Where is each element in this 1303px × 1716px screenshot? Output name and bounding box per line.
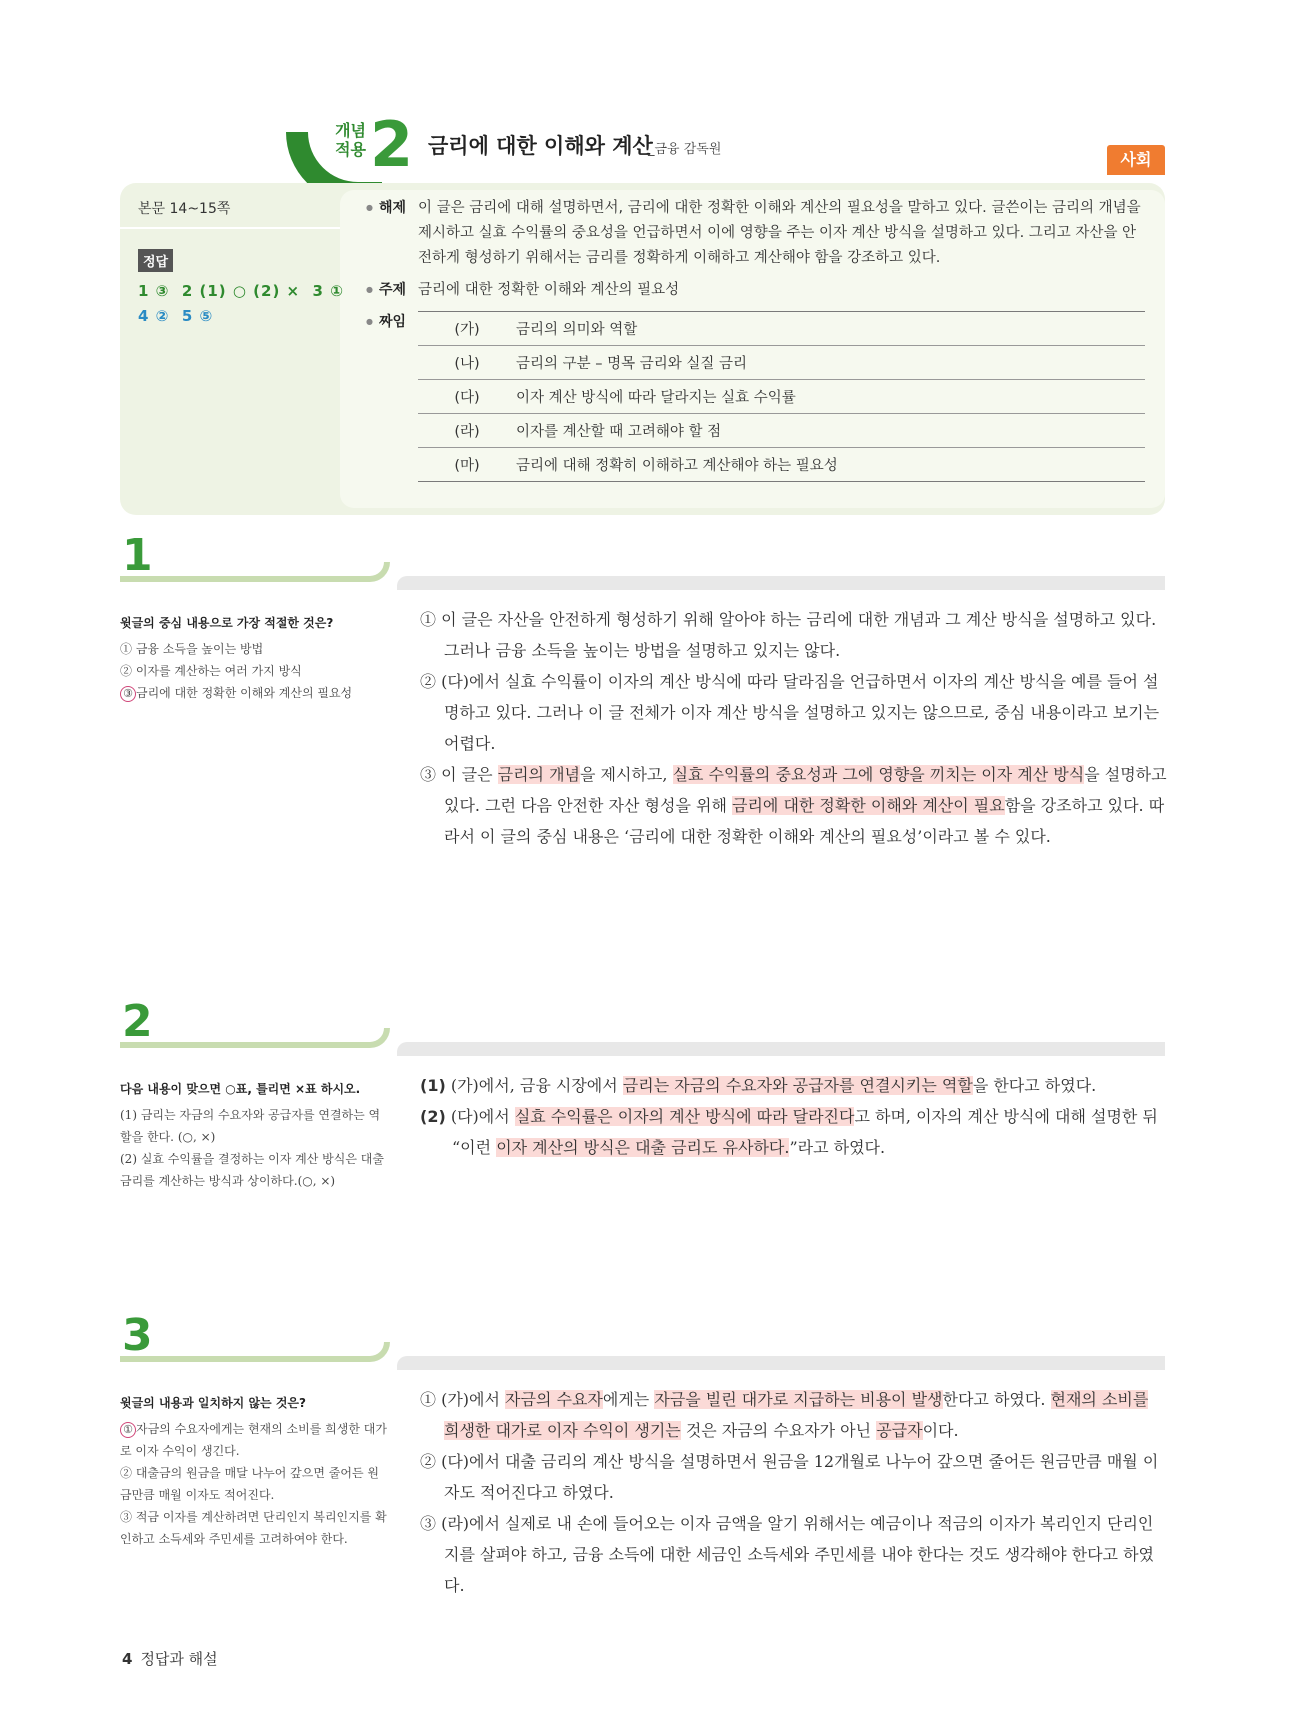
question-3-options (120, 1418, 390, 1550)
highlight: 공급자 (876, 1421, 923, 1440)
structure-table (418, 311, 1145, 482)
subject-tag: 사회 (1107, 145, 1165, 175)
highlight: 금리는 자금의 수요자와 공급자를 연결시키는 역할 (622, 1076, 973, 1095)
q1-expl-2: ② (다)에서 실효 수익률이 이자의 계산 방식에 따라 달라짐을 언급하면서 이자의 계산 방식을 예를 들어 설명하고 있다. 그러나 이 글 전체가 이자 계산 방식을 설명하고 있지는 않으므로, 중심 내용이라고 보기는 어렵다. (420, 672, 1160, 753)
answer-line-2 (138, 307, 213, 325)
q2-option-2-answer: (○, ×) (297, 1174, 336, 1188)
structure-key: (라) (454, 424, 480, 440)
structure-value: 금리의 의미와 역할 (516, 322, 638, 338)
text-span: (가)에서, 금융 시장에서 (450, 1076, 623, 1095)
page-number: 4 (122, 1650, 133, 1668)
structure-key: (가) (454, 322, 480, 338)
q2-option-2 (120, 1148, 390, 1192)
question-1-explanation (420, 604, 1168, 852)
structure-key: (나) (454, 356, 480, 372)
q3-expl-2: ② (다)에서 대출 금리의 계산 방식을 설명하면서 원금을 12개월로 나누어 갚으면 줄어든 원금만큼 매월 이자도 적어진다고 하였다. (420, 1452, 1159, 1502)
highlight: 자금을 빌린 대가로 지급하는 비용이 발생 (654, 1390, 943, 1409)
structure-value: 금리의 구분 – 명목 금리와 실질 금리 (516, 356, 748, 372)
text-span: 을 설명하고 있다. 그런 다음 안전한 자산 형성을 위해 (444, 765, 1167, 815)
page-reference: 본문 14~15쪽 (138, 201, 231, 217)
answer-2: 2 (1) ○ (2) × (181, 282, 301, 300)
text-span: (다)에서 (450, 1107, 515, 1126)
highlight: 실효 수익률의 중요성과 그에 영향을 끼치는 이자 계산 방식 (672, 765, 1085, 784)
question-3-bar (120, 1342, 390, 1362)
page-title: 금리에 대한 이해와 계산 (428, 134, 653, 158)
concept-number: 2 (370, 108, 414, 181)
question-1-number: 1 (122, 530, 153, 581)
question-1-grey-bar (397, 576, 1165, 590)
highlight: 현재의 소비를 희생한 대가로 이자 수익이 생기는 (444, 1390, 1149, 1440)
q2-option-1 (120, 1104, 390, 1148)
q3-option-1-text: 자금의 수요자에게는 현재의 소비를 희생한 대가로 이자 수익이 생긴다. (120, 1422, 387, 1458)
q3-option-2: ② 대출금의 원금을 매달 나누어 갚으면 줄어든 원금만큼 매월 이자도 적어진다. (120, 1466, 379, 1502)
footer-label: 정답과 해설 (140, 1650, 218, 1668)
answer-1: 1 ③ (138, 282, 170, 300)
question-3-stem: 윗글의 내용과 일치하지 않는 것은? (120, 1396, 306, 1410)
paim-label: ● 짜임 (366, 311, 406, 331)
answer-4: 4 ② (138, 307, 170, 325)
question-1-options (120, 638, 390, 704)
q3-option-1 (120, 1418, 390, 1462)
highlight: 이자 계산의 방식은 대출 금리도 유사하다. (496, 1138, 790, 1157)
question-1-bar (120, 562, 390, 582)
page-footer (122, 1648, 218, 1669)
q2-option-1-text: (1) 금리는 자금의 수요자와 공급자를 연결하는 역할을 한다. (120, 1108, 381, 1144)
item-number: (1) (420, 1076, 446, 1095)
q3-expl-1 (420, 1384, 1168, 1446)
question-2-options (120, 1104, 390, 1192)
q2-expl-1 (420, 1070, 1168, 1101)
text-span: ③ 이 글은 (420, 765, 498, 784)
structure-row (418, 448, 1145, 482)
question-2-number: 2 (122, 996, 153, 1047)
question-3-number: 3 (122, 1310, 153, 1361)
structure-row (418, 414, 1145, 448)
question-2-grey-bar (397, 1042, 1165, 1056)
q1-option-1: ① 금융 소득을 높이는 방법 (120, 642, 264, 656)
question-3-explanation (420, 1384, 1168, 1601)
question-2-explanation (420, 1070, 1168, 1163)
q1-option-3-text: 금리에 대한 정확한 이해와 계산의 필요성 (136, 686, 353, 700)
highlight: 자금의 수요자 (505, 1390, 603, 1409)
question-1-stem: 윗글의 중심 내용으로 가장 적절한 것은? (120, 616, 334, 630)
q3-option-3: ③ 적금 이자를 계산하려면 단리인지 복리인지를 확인하고 소득세와 주민세를 고려하여야 한다. (120, 1510, 387, 1546)
question-3-grey-bar (397, 1356, 1165, 1370)
answer-circle-mark: ① (120, 1422, 136, 1438)
q1-expl-3 (420, 759, 1168, 852)
item-number: (2) (420, 1107, 446, 1126)
structure-row (418, 312, 1145, 346)
structure-value: 금리에 대해 정확히 이해하고 계산해야 하는 필요성 (516, 458, 838, 474)
text-span: 함을 강조하고 있다. 따라서 이 글의 중심 내용은 ‘금리에 대한 정확한 이해와 계산의 필요성’이라고 볼 수 있다. (444, 796, 1165, 846)
text-span: 것은 자금의 수요자가 아닌 (680, 1421, 877, 1440)
q1-expl-1: ① 이 글은 자산을 안전하게 형성하기 위해 알아야 하는 금리에 대한 개념과 그 계산 방식을 설명하고 있다. 그러나 금융 소득을 높이는 방법을 설명하고 있지는 않다. (420, 610, 1157, 660)
answer-5: 5 ⑤ (181, 307, 214, 325)
question-2-bar (120, 1028, 390, 1048)
structure-row (418, 380, 1145, 414)
structure-value: 이자 계산 방식에 따라 달라지는 실효 수익률 (516, 390, 796, 406)
q1-option-2: ② 이자를 계산하는 여러 가지 방식 (120, 664, 302, 678)
answer-tag: 정답 (138, 249, 173, 272)
text-span: 한다고 하였다. (942, 1390, 1051, 1409)
q1-option-3 (120, 682, 390, 704)
highlight: 금리에 대한 정확한 이해와 계산이 필요 (731, 796, 1005, 815)
concept-label: 개념 적용 (335, 121, 366, 159)
answer-line-1 (138, 282, 344, 300)
answer-3: 3 ① (312, 282, 344, 300)
text-span: 이다. (922, 1421, 959, 1440)
juje-label: ● 주제 (366, 279, 406, 299)
highlight: 금리의 개념 (497, 765, 581, 784)
text-span: 을 한다고 하였다. (972, 1076, 1097, 1095)
q2-expl-2 (420, 1101, 1168, 1163)
q3-expl-3: ③ (라)에서 실제로 내 손에 들어오는 이자 금액을 알기 위해서는 예금이나 적금의 이자가 복리인지 단리인지를 살펴야 하고, 금융 소득에 대한 세금인 소득세와 주민세를 내야 한다는 것도 생각해야 한다고 하였다. (420, 1514, 1154, 1595)
haeje-label: ● 해제 (366, 197, 406, 217)
highlight: 실효 수익률은 이자의 계산 방식에 따라 달라진다 (514, 1107, 855, 1126)
structure-key: (다) (454, 390, 480, 406)
text-span: 을 제시하고, (580, 765, 673, 784)
structure-value: 이자를 계산할 때 고려해야 할 점 (516, 424, 722, 440)
page-source: _금융 감독원 (648, 142, 722, 157)
text-span: ”라고 하였다. (789, 1138, 886, 1157)
juje-text: 금리에 대한 정확한 이해와 계산의 필요성 (418, 282, 680, 298)
q2-option-2-text: (2) 실효 수익률을 결정하는 이자 계산 방식은 대출 금리를 계산하는 방식과 상이하다. (120, 1152, 384, 1188)
text-span: ① (가)에서 (420, 1390, 506, 1409)
structure-row (418, 346, 1145, 380)
answer-circle-mark: ③ (120, 686, 136, 702)
q2-option-1-answer: (○, ×) (177, 1130, 216, 1144)
structure-key: (마) (454, 458, 480, 474)
text-span: 에게는 (602, 1390, 655, 1409)
sidebar-divider (120, 227, 340, 229)
question-2-stem: 다음 내용이 맞으면 ○표, 틀리면 ×표 하시오. (120, 1082, 361, 1096)
haeje-text: 이 글은 금리에 대해 설명하면서, 금리에 대한 정확한 이해와 계산의 필요성을 말하고 있다. 글쓴이는 금리의 개념을 제시하고 실효 수익률의 중요성을 언급하면서 이에 영향을 주는 이자 계산 방식을 설명하고 있다. 그리고 자산을 안전하게 형성하기 위해서는 금리를 정확하게 이해하고 계산해야 함을 강조하고 있다. (418, 200, 1141, 266)
text-span: 고 하며, 이자의 계산 방식에 대해 설명한 뒤 “이런 (452, 1107, 1158, 1157)
